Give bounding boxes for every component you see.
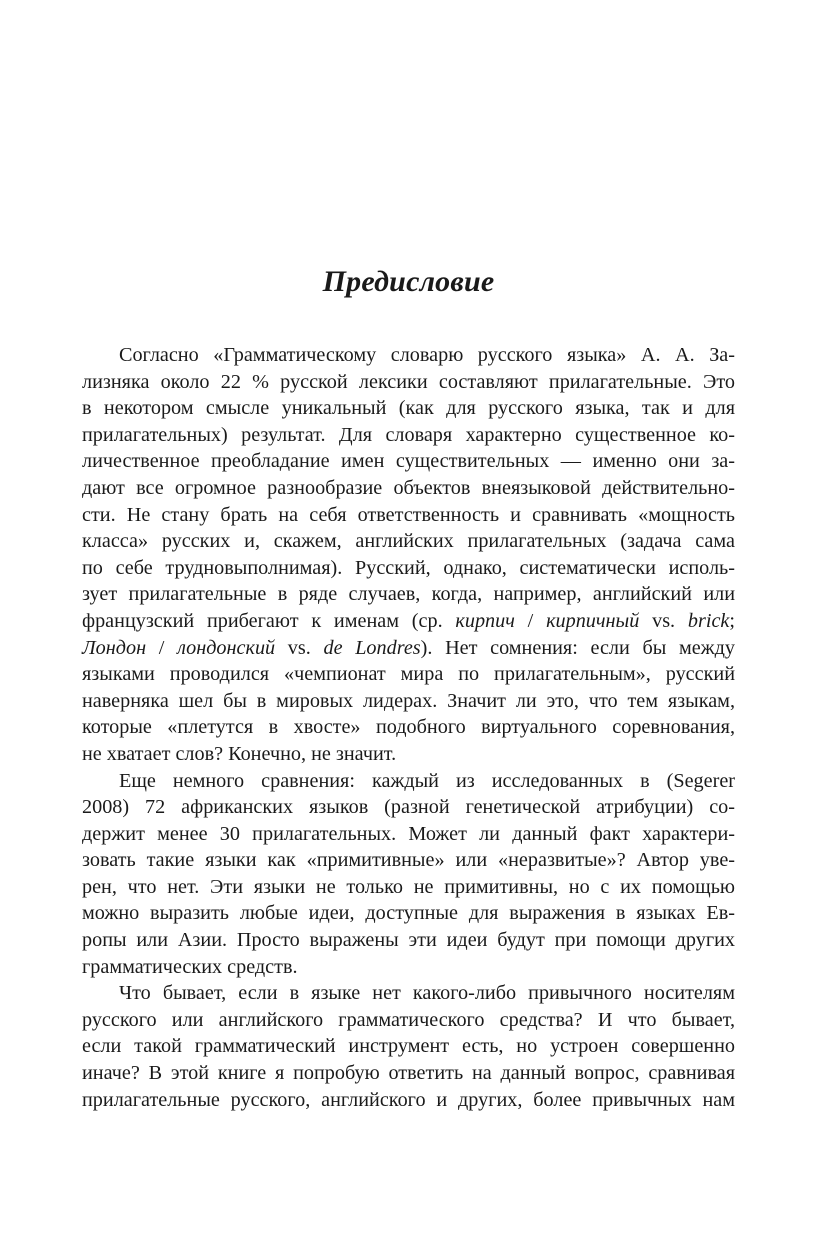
text-line: не хватает слов? Конечно, не значит. — [82, 742, 397, 765]
paragraph-2 — [82, 768, 735, 981]
example-word: Лондон — [82, 636, 147, 659]
text-line: рен, что нет. Эти языки не только не примитивны, но с их помощью — [82, 875, 735, 898]
text-line: класса» русских и, скажем, английских прилагательных (задача сама — [82, 530, 735, 553]
text-line: прилагательных) результат. Для словаря характерно существенное ко- — [82, 423, 735, 446]
text-line: прилагательные русского, английского и других, более привычных нам — [82, 1088, 735, 1111]
text-line: Что бывает, если в языке нет какого-либо привычного носителям — [119, 982, 735, 1005]
text-line: можно выразить любые идеи, доступные для выражения в языках Ев- — [82, 902, 735, 925]
text-line: Еще немного сравнения: каждый из исследованных в (Segerer — [119, 769, 735, 792]
text-line: ропы или Азии. Просто выражены эти идеи будут при помощи других — [82, 929, 735, 952]
text-line: личественное преобладание имен существительных — именно они за- — [82, 450, 735, 473]
text-line: зовать такие языки как «примитивные» или «неразвитые»? Автор уве- — [82, 849, 735, 872]
paragraph-3 — [82, 980, 735, 1113]
text-line: Согласно «Грамматическому словарю русского языка» А. А. За- — [119, 344, 735, 366]
text-line: русского или английского грамматического средства? И что бывает, — [82, 1008, 735, 1031]
text-line: иначе? В этой книге я попробую ответить на данный вопрос, сравнивая — [82, 1062, 735, 1085]
text-line: грамматических средств. — [82, 955, 298, 978]
book-page — [82, 0, 735, 1241]
body-text — [82, 342, 735, 1113]
text-line: которые «плетутся в хвосте» подобного виртуального соревнования, — [82, 716, 735, 739]
paragraph-1 — [82, 342, 735, 768]
text-line: держит менее 30 прилагательных. Может ли данный факт характери- — [82, 822, 735, 845]
text-line: наверняка шел бы в мировых лидерах. Значит ли это, что тем языкам, — [82, 689, 735, 712]
text-line: языками проводился «чемпионат мира по прилагательным», русский — [82, 663, 735, 686]
text-line: лизняка около 22 % русской лексики составляют прилагательные. Это — [82, 370, 735, 393]
example-word: de Londres — [323, 636, 421, 659]
text-line: если такой грамматический инструмент есть, но устроен совершенно — [82, 1035, 735, 1058]
example-word: brick — [687, 609, 730, 632]
example-word: кирпич — [455, 609, 515, 632]
example-word: лондонский — [177, 636, 276, 659]
text-line: сти. Не стану брать на себя ответственность и сравнивать «мощность — [82, 503, 735, 526]
page-title: Предисловие — [322, 265, 495, 298]
example-word: кирпичный — [546, 609, 640, 632]
text-line: по себе трудновыполнимая). Русский, однако, систематически исполь- — [82, 556, 735, 579]
text-line: 2008) 72 африканских языков (разной генетической атрибуции) со- — [82, 796, 735, 819]
text-line: в некотором смысле уникальный (как для русского языка, так и для — [82, 397, 735, 420]
text-line: французский прибегают к именам (ср. кирпич / кирпичный vs. brick; — [82, 609, 735, 632]
text-line: зует прилагательные в ряде случаев, когда, например, английский или — [82, 583, 735, 606]
text-line: дают все огромное разнообразие объектов внеязыковой действительно- — [82, 476, 735, 499]
text-line: Лондон / лондонский vs. de Londres). Нет сомнения: если бы между — [82, 636, 735, 659]
